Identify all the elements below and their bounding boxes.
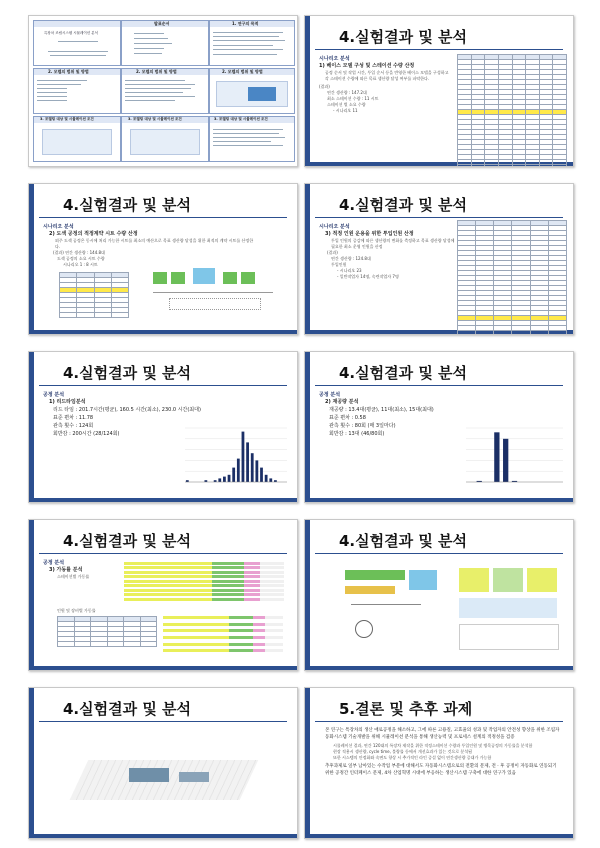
table-cell bbox=[548, 331, 566, 336]
mini-scope-2 bbox=[121, 68, 209, 114]
mini-purpose bbox=[209, 20, 295, 66]
mini-toc-title: 발표순서 bbox=[154, 21, 170, 26]
result-item: 스테이션 별 소요 수량 bbox=[327, 102, 366, 107]
table-cell bbox=[107, 642, 124, 647]
stat-item: 표준 편차 : 11.78 bbox=[53, 415, 94, 421]
stat-item: 회반감 : 200시간 (28/124회) bbox=[53, 431, 120, 437]
table-row bbox=[60, 313, 129, 318]
table-cell bbox=[530, 331, 548, 336]
result-label: (결과) bbox=[327, 250, 338, 255]
result-item: 연간 생산량 : 147.2대 bbox=[327, 90, 367, 95]
table-cell bbox=[58, 642, 75, 647]
stat-item: 재공량 : 13.4대(평균), 11대(최소), 15대(최대) bbox=[329, 407, 434, 413]
table-cell bbox=[140, 642, 157, 647]
mini-toc bbox=[121, 20, 209, 66]
slide-title: 4.실험결과 및 분석 bbox=[63, 532, 192, 550]
table-cell bbox=[539, 165, 553, 168]
utilization-bar bbox=[124, 593, 284, 596]
workforce-table bbox=[457, 220, 567, 335]
mini-model-1 bbox=[33, 116, 121, 162]
table-row bbox=[458, 331, 567, 336]
utilization-bar bbox=[163, 616, 283, 619]
mini-scope-1 bbox=[33, 68, 121, 114]
mini-model-3 bbox=[209, 116, 295, 162]
conclusion-bullet: 또한 시스템의 안정화와 속면도 향상 시 추가적인 라인 증설 없이 연간생산량 증대가 가능함 bbox=[333, 755, 492, 760]
paint-table bbox=[59, 272, 129, 318]
mini-model-2 bbox=[121, 116, 209, 162]
result-item: 연간 생산량 : 124.8대 bbox=[331, 256, 371, 261]
slide-title: 4.실험결과 및 분석 bbox=[339, 196, 468, 214]
sub-heading: 2) 재공량 분석 bbox=[325, 399, 359, 405]
future-work-paragraph: 추후과제로 일부 남아있는 수작업 부분에 대해서도 자동화시스템으로의 전환의 문제, 전 · 후 공정이 자동화로 연동되기 위한 공정간 인터페이스 문제, 4차 산업혁명 시대에 부응하는 생산시스템 구축에 대한 연구가 있음 bbox=[325, 764, 557, 776]
chart-caption: 스테이션별 가동률 bbox=[57, 574, 90, 579]
table-cell bbox=[512, 165, 526, 168]
sub-heading: 1) 리드타임분석 bbox=[49, 399, 86, 405]
mini-model-1-title: 3. 모델링 대상 및 시뮬레이션 조건 bbox=[40, 117, 94, 121]
section-heading: 시나리오 분석 bbox=[319, 56, 350, 62]
factory-layout-image bbox=[335, 564, 445, 658]
histogram-bar bbox=[503, 439, 508, 482]
utilization-bar bbox=[163, 643, 283, 646]
result-item: 도색 공정의 소요 시트 수량 bbox=[57, 256, 105, 261]
utilization-bar bbox=[124, 580, 284, 583]
table-cell bbox=[476, 331, 494, 336]
stat-item: 표준 편차 : 0.58 bbox=[329, 415, 366, 421]
table-cell bbox=[77, 313, 94, 318]
table-cell bbox=[458, 165, 472, 168]
table-cell bbox=[60, 313, 77, 318]
sub-heading: 2) 도색 공정의 적정계약 시트 수량 산정 bbox=[49, 231, 138, 237]
leadtime-histogram bbox=[179, 426, 289, 488]
table-cell bbox=[498, 165, 512, 168]
table-cell bbox=[94, 313, 111, 318]
slide-title: 4.실험결과 및 분석 bbox=[339, 532, 468, 550]
utilization-bar bbox=[124, 589, 284, 592]
histogram-bar bbox=[223, 477, 226, 482]
mini-cover bbox=[33, 20, 121, 66]
slide-workforce bbox=[304, 183, 574, 335]
utilization-bar bbox=[163, 629, 283, 632]
table-cell bbox=[494, 331, 512, 336]
resource-table bbox=[57, 616, 157, 647]
conclusion-paragraph: 본 연구는 특장차의 생산 애로공정을 해소하고, 그에 따른 고용질, 고효율의 성과 및 작업자의 안전성 향상을 위한 조립자동화시스템 기술개발을 위해 시뮬레이션 분석을 통해 생산능력 및 프로세스 설계의 적정성을 검증 bbox=[325, 728, 560, 740]
histogram-bar bbox=[232, 468, 235, 482]
table-row bbox=[458, 165, 567, 168]
slide-title: 4.실험결과 및 분석 bbox=[63, 364, 192, 382]
sub-heading: 3) 적정 인원 운용을 위한 투입인원 산정 bbox=[325, 231, 414, 237]
3d-factory-image bbox=[69, 740, 259, 818]
result-sub: - 일반작업자 14명, 숙련작업자 7명 bbox=[337, 274, 399, 279]
histogram-bar bbox=[228, 475, 231, 482]
table-cell bbox=[91, 642, 108, 647]
utilization-bar bbox=[124, 571, 284, 574]
histogram-bar bbox=[269, 478, 272, 482]
histogram-bar bbox=[255, 460, 258, 482]
slide-title: 4.실험결과 및 분석 bbox=[339, 364, 468, 382]
utilization-bar bbox=[124, 566, 284, 569]
table-cell bbox=[526, 165, 540, 168]
stat-item: 관측 횟수 : 124회 bbox=[53, 423, 94, 429]
section-heading: 공정 분석 bbox=[319, 392, 341, 398]
sub-heading: 3) 가동률 분석 bbox=[49, 567, 83, 573]
table-cell bbox=[471, 165, 485, 168]
slide-utilization bbox=[28, 519, 298, 671]
slide-leadtime bbox=[28, 351, 298, 503]
mini-scope-2-title: 2. 모델의 범위 및 방법 bbox=[136, 69, 177, 74]
table-row bbox=[58, 642, 157, 647]
histogram-bar bbox=[265, 475, 268, 482]
stat-item: 관측 횟수 : 80회 (매 3일마다) bbox=[329, 423, 396, 429]
slide-title: 5.결론 및 추후 과제 bbox=[339, 700, 473, 718]
mini-scope-3 bbox=[209, 68, 295, 114]
slide-base-model bbox=[304, 15, 574, 167]
section-heading: 시나리오 분석 bbox=[43, 224, 74, 230]
utilization-bar bbox=[124, 575, 284, 578]
paragraph: 공정 순서 및 작업 시간, 투입 순서 등을 반영한 베이스 모델을 구성하고 각 스테이션 수량에 따른 목표 생산량 달성 여부를 파악한다. bbox=[325, 70, 449, 81]
slide-animation-2 bbox=[28, 687, 298, 839]
mini-model-3-title: 3. 모델링 대상 및 시뮬레이션 조건 bbox=[214, 117, 268, 121]
mini-cover-header: 특장차 조립시스템 시뮬레이션 분석 bbox=[44, 31, 99, 35]
chart-caption: 인원 및 장비별 가동률 bbox=[57, 608, 96, 613]
paragraph: 외주 도색 공정은 동시에 처리 가능한 시트를 최소의 예산으로 목표 생산량 달성을 위한 최적의 계약 시트를 산정한다. bbox=[55, 238, 254, 249]
result-label: (결과) bbox=[319, 84, 330, 89]
result-label: (결과) 연간 생산량 : 144.8대 bbox=[53, 250, 105, 255]
mini-purpose-title: 1. 연구의 목적 bbox=[232, 21, 259, 26]
table-cell bbox=[124, 642, 141, 647]
result-sub: - 시나리오 11 bbox=[333, 108, 358, 113]
section-heading: 공정 분석 bbox=[43, 392, 65, 398]
slide-wip bbox=[304, 351, 574, 503]
conclusion-bullet: 현장 적용시 생산량, cycle time, 불량률 등에서 개선효과가 있는 것으로 분석됨 bbox=[333, 749, 472, 754]
section-heading: 공정 분석 bbox=[43, 560, 65, 566]
stat-item: 리드 타임 : 201.7시간(평균), 160.5 시간(최소), 230.0 시간(최대) bbox=[53, 407, 201, 413]
utilization-bar bbox=[163, 649, 283, 652]
histogram-bar bbox=[218, 478, 221, 482]
table-cell bbox=[458, 331, 476, 336]
utilization-bar bbox=[124, 584, 284, 587]
result-item: 시나리오 1 : 8 시트 bbox=[63, 262, 98, 267]
utilization-bar bbox=[124, 598, 284, 601]
station-utilization-chart bbox=[124, 562, 284, 602]
histogram-bar bbox=[237, 459, 240, 482]
table-cell bbox=[512, 331, 530, 336]
mini-model-2-title: 3. 모델링 대상 및 시뮬레이션 조건 bbox=[128, 117, 182, 121]
histogram-bar bbox=[246, 442, 249, 482]
wip-histogram bbox=[460, 426, 565, 488]
histogram-bar bbox=[260, 468, 263, 482]
mini-scope-3-title: 2. 모델의 범위 및 방법 bbox=[222, 69, 263, 74]
paragraph: 투입 인원의 증감에 따른 생산량의 변화를 측정하고 목표 생산량 달성에 필요한 최소 운영 인원을 산정 bbox=[331, 238, 455, 249]
table-cell bbox=[111, 313, 128, 318]
utilization-bar bbox=[124, 562, 284, 565]
slide-title: 4.실험결과 및 분석 bbox=[339, 28, 468, 46]
dashboard-image bbox=[455, 564, 561, 658]
slide-title: 4.실험결과 및 분석 bbox=[63, 196, 192, 214]
scenario-table bbox=[457, 54, 567, 167]
histogram-bar bbox=[242, 432, 245, 482]
section-heading: 시나리오 분석 bbox=[319, 224, 350, 230]
result-item: 최소 스테이션 수량 : 11 시트 bbox=[327, 96, 379, 101]
mini-scope-1-title: 2. 모델의 범위 및 방법 bbox=[48, 69, 89, 74]
histogram-bar bbox=[251, 453, 254, 482]
sub-heading: 1) 베이스 모델 구성 및 스테이션 수량 산정 bbox=[319, 63, 415, 69]
table-cell bbox=[485, 165, 499, 168]
table-cell bbox=[74, 642, 91, 647]
slide-title: 4.실험결과 및 분석 bbox=[63, 700, 192, 718]
conclusion-bullet: 시뮬레이션 결과, 연간 120대의 특장차 제작을 위한 적정스테이션 수량과 투입인원 및 병목공정의 가동률을 분석함 bbox=[333, 743, 533, 748]
histogram-bar bbox=[494, 432, 499, 482]
slide-paint-seats bbox=[28, 183, 298, 335]
utilization-bar bbox=[163, 623, 283, 626]
slide-conclusion bbox=[304, 687, 574, 839]
stat-item: 회반감 : 13대 (46/80회) bbox=[329, 431, 385, 437]
result-sub: - 시나리오 23 bbox=[337, 268, 362, 273]
table-cell bbox=[553, 165, 567, 168]
slide-overview bbox=[28, 15, 298, 167]
result-item: 투입인원 bbox=[331, 262, 347, 267]
resource-utilization-chart bbox=[163, 616, 283, 656]
utilization-bar bbox=[163, 636, 283, 639]
layout-diagram bbox=[149, 268, 289, 318]
slide-animation-1 bbox=[304, 519, 574, 671]
